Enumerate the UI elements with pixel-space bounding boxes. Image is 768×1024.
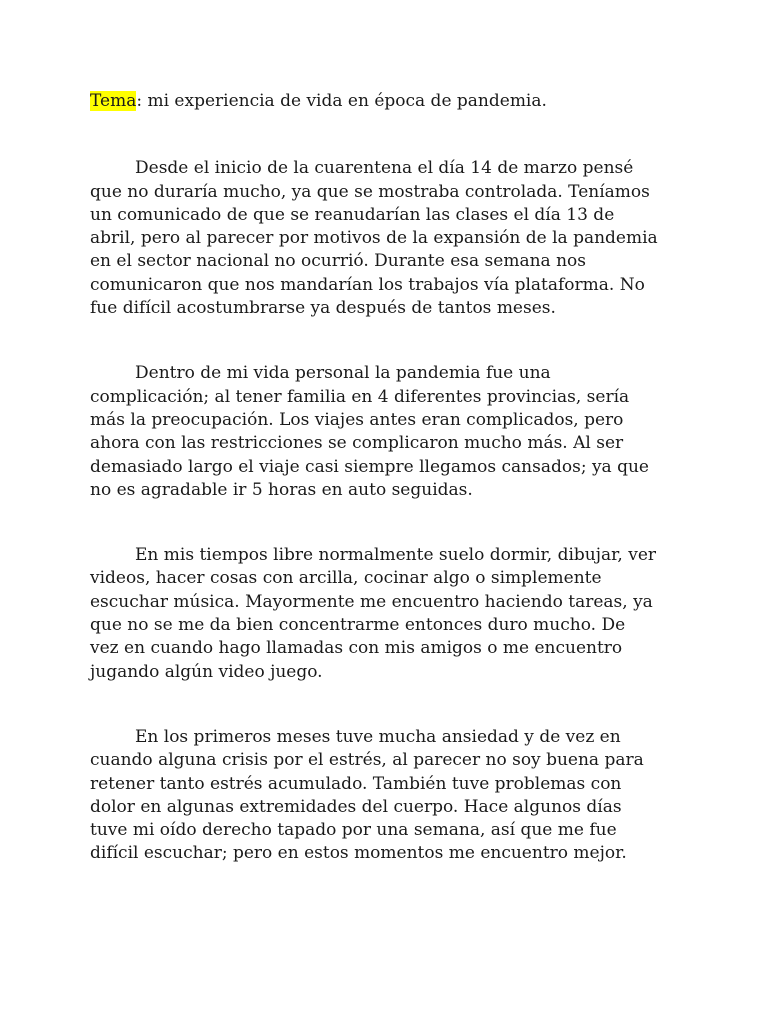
paragraph-line: en el sector nacional no ocurrió. Durante esa semana nos — [90, 251, 586, 272]
paragraph-line: cuando alguna crisis por el estrés, al parecer no soy buena para — [90, 750, 644, 771]
paragraph-line: complicación; al tener familia en 4 diferentes provincias, sería — [90, 386, 630, 407]
paragraph-line: tuve mi oído derecho tapado por una semana, así que me fue — [90, 820, 617, 841]
paragraph-line: un comunicado de que se reanudarían las clases el día 13 de — [90, 204, 615, 225]
paragraph-line: Desde el inicio de la cuarentena el día 14 de marzo pensé — [135, 158, 634, 179]
paragraph-line: jugando algún video juego. — [90, 661, 323, 682]
title-text: : mi experiencia de vida en época de pandemia. — [136, 91, 547, 111]
paragraph-line: demasiado largo el viaje casi siempre llegamos cansados; ya que — [90, 456, 649, 477]
paragraph-line: ahora con las restricciones se complicaron mucho más. Al ser — [90, 433, 624, 454]
paragraph-line: que no duraría mucho, ya que se mostraba controlada. Teníamos — [90, 181, 650, 202]
paragraph-2 — [90, 362, 690, 502]
paragraph-line: fue difícil acostumbrarse ya después de tantos meses. — [90, 298, 556, 319]
paragraph-line: dolor en algunas extremidades del cuerpo. Hace algunos días — [90, 796, 622, 817]
paragraph-3 — [90, 544, 690, 684]
paragraph-4 — [90, 726, 690, 866]
document-title — [90, 90, 690, 113]
paragraph-line: que no se me da bien concentrarme entonces duro mucho. De — [90, 615, 626, 636]
paragraph-line: escuchar música. Mayormente me encuentro haciendo tareas, ya — [90, 591, 653, 612]
paragraph-1 — [90, 157, 690, 320]
paragraph-line: En mis tiempos libre normalmente suelo dormir, dibujar, ver — [135, 545, 657, 566]
paragraph-line: vez en cuando hago llamadas con mis amigos o me encuentro — [90, 638, 623, 659]
paragraph-line: abril, pero al parecer por motivos de la expansión de la pandemia — [90, 228, 658, 249]
paragraph-line: difícil escuchar; pero en estos momentos me encuentro mejor. — [90, 843, 627, 864]
paragraph-line: videos, hacer cosas con arcilla, cocinar algo o simplemente — [90, 568, 602, 589]
paragraph-line: retener tanto estrés acumulado. También tuve problemas con — [90, 773, 622, 794]
paragraph-line: En los primeros meses tuve mucha ansiedad y de vez en — [135, 726, 621, 747]
paragraph-line: Dentro de mi vida personal la pandemia fue una — [135, 363, 551, 384]
paragraph-line: más la preocupación. Los viajes antes eran complicados, pero — [90, 409, 624, 430]
title-label-highlighted: Tema — [90, 91, 137, 111]
paragraph-line: comunicaron que nos mandarían los trabajos vía plataforma. No — [90, 274, 645, 295]
document-body — [90, 90, 690, 908]
paragraph-line: no es agradable ir 5 horas en auto seguidas. — [90, 479, 473, 500]
